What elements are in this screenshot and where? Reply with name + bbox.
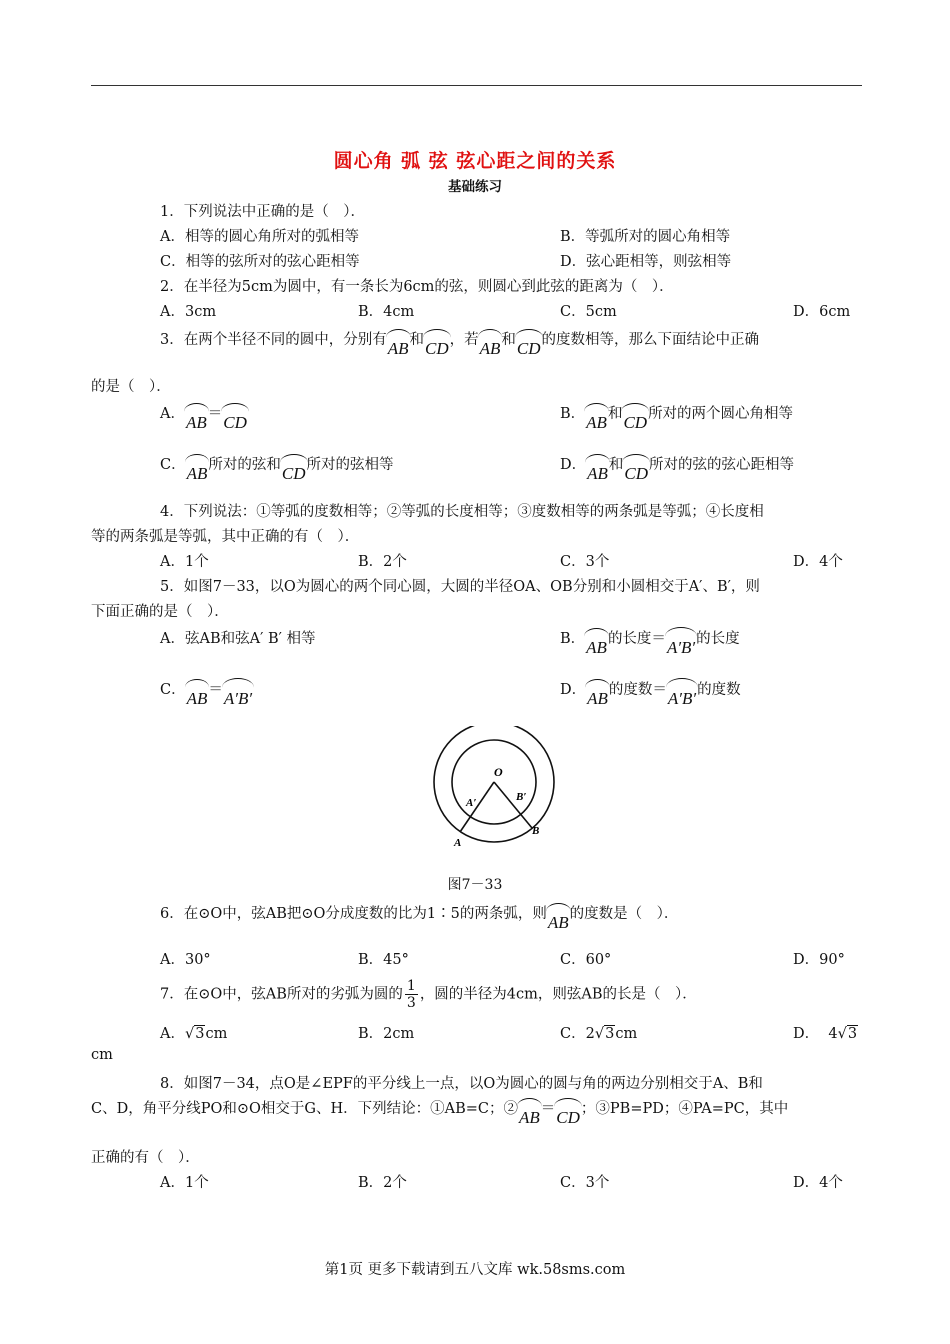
arc-ab: AB — [480, 333, 501, 359]
label-o: O — [494, 765, 503, 779]
q3-option-d: D．AB和CD所对的弦的弦心距相等 — [560, 457, 795, 483]
q7-option-d: D． 4√3 — [793, 1026, 858, 1042]
q8-option-a: A．1个 — [160, 1175, 209, 1191]
q5-option-c: C．AB＝A′B′ — [160, 682, 253, 708]
q1-option-d: D．弦心距相等，则弦相等 — [560, 254, 732, 270]
q8-option-b: B．2个 — [358, 1175, 407, 1191]
q8-option-c: C．3个 — [560, 1175, 610, 1191]
figure-caption: 图7－33 — [447, 877, 503, 893]
q2-stem: 2．在半径为5cm为圆中，有一条长为6cm的弦，则圆心到此弦的距离为（ ）． — [160, 279, 674, 295]
q5-option-b: B．AB的长度＝A′B′的长度 — [560, 631, 740, 657]
q3-option-a: A．AB＝CD — [160, 406, 247, 432]
q8-option-d: D．4个 — [793, 1175, 843, 1191]
q4-option-a: A．1个 — [160, 554, 209, 570]
q3-option-b: B．AB和CD所对的两个圆心角相等 — [560, 406, 794, 432]
arc-cd: CD — [425, 333, 449, 359]
q4-option-d: D．4个 — [793, 554, 843, 570]
q8-stem-line1: 8．如图7－34，点O是∠EPF的平分线上一点，以O为圆心的圆与角的两边分别相交于A、B和 — [160, 1076, 763, 1092]
q6-option-c: C．60° — [560, 952, 612, 968]
q7-option-d-unit: cm — [91, 1047, 113, 1063]
q2-option-c: C．5cm — [560, 304, 617, 320]
q3-stem-continued: 的是（ ）． — [91, 379, 171, 395]
q7-option-a: A．√3cm — [160, 1026, 228, 1042]
q5-option-d: D．AB的度数＝A′B′的度数 — [560, 682, 741, 708]
q7-stem: 7．在⊙O中，弦AB所对的劣弧为圆的 $\frac{1}{3}$ ，圆的半径为4cm，则弦AB的长是（ ）． — [160, 978, 697, 1011]
q4-stem-line1: 4．下列说法：①等弧的度数相等；②等弧的长度相等；③度数相等的两条弧是等弧；④长度相 — [160, 504, 764, 520]
q6-option-d: D．90° — [793, 952, 845, 968]
q4-option-c: C．3个 — [560, 554, 610, 570]
q3-option-c: C．AB所对的弦和CD所对的弦相等 — [160, 457, 394, 483]
q6-option-a: A．30° — [160, 952, 211, 968]
q6-stem: 6．在⊙O中，弦AB把⊙O分成度数的比为1∶5的两条弧，则AB的度数是（ ）． — [160, 906, 679, 932]
radius-ob — [494, 782, 532, 828]
q4-option-b: B．2个 — [358, 554, 407, 570]
q2-option-d: D．6cm — [793, 304, 851, 320]
section-subtitle: 基础练习 — [448, 179, 502, 195]
q1-option-b: B．等弧所对的圆心角相等 — [560, 229, 731, 245]
q3-stem: 3．在两个半径不同的圆中，分别有AB和CD，若AB和CD的度数相等，那么下面结论中正确 — [160, 332, 760, 358]
q5-stem-line1: 5．如图7－33，以O为圆心的两个同心圆，大圆的半径OA、OB分别和小圆相交于A′、B′，则 — [160, 579, 760, 595]
label-b-prime: B′ — [516, 791, 527, 803]
arc-cd: CD — [517, 333, 541, 359]
q6-option-b: B．45° — [358, 952, 409, 968]
q8-stem-line3: 正确的有（ ）． — [91, 1150, 200, 1166]
label-a: A — [454, 837, 462, 849]
q1-option-c: C．相等的弦所对的弦心距相等 — [160, 254, 360, 270]
page-title: 圆心角 弧 弦 弦心距之间的关系 — [333, 150, 617, 172]
q1-stem: 1．下列说法中正确的是（ ）． — [160, 204, 365, 220]
concentric-circles-figure — [424, 726, 556, 850]
q5-stem-line2: 下面正确的是（ ）． — [91, 604, 229, 620]
label-a-prime: A′ — [466, 797, 477, 809]
q4-stem-line2: 等的两条弧是等弧，其中正确的有（ ）． — [91, 529, 360, 545]
q2-option-b: B．4cm — [358, 304, 415, 320]
q8-stem-line2: C、D，角平分线PO和⊙O相交于G、H．下列结论：①AB=C；②AB＝CD；③PB=PD；④PA=PC，其中 — [91, 1101, 789, 1127]
q7-option-c: C．2√3cm — [560, 1026, 638, 1042]
q5-option-a: A．弦AB和弦A′ B′ 相等 — [160, 631, 316, 647]
q7-option-b: B．2cm — [358, 1026, 415, 1042]
q2-option-a: A．3cm — [160, 304, 217, 320]
page-footer: 第1页 更多下载请到五八文库 wk.58sms.com — [324, 1262, 626, 1278]
label-b: B — [532, 825, 540, 837]
q1-option-a: A．相等的圆心角所对的弧相等 — [160, 229, 359, 245]
header-rule — [91, 85, 862, 86]
fraction-one-third: $\frac{1}{3}$ — [406, 978, 416, 1011]
arc-ab: AB — [388, 333, 409, 359]
